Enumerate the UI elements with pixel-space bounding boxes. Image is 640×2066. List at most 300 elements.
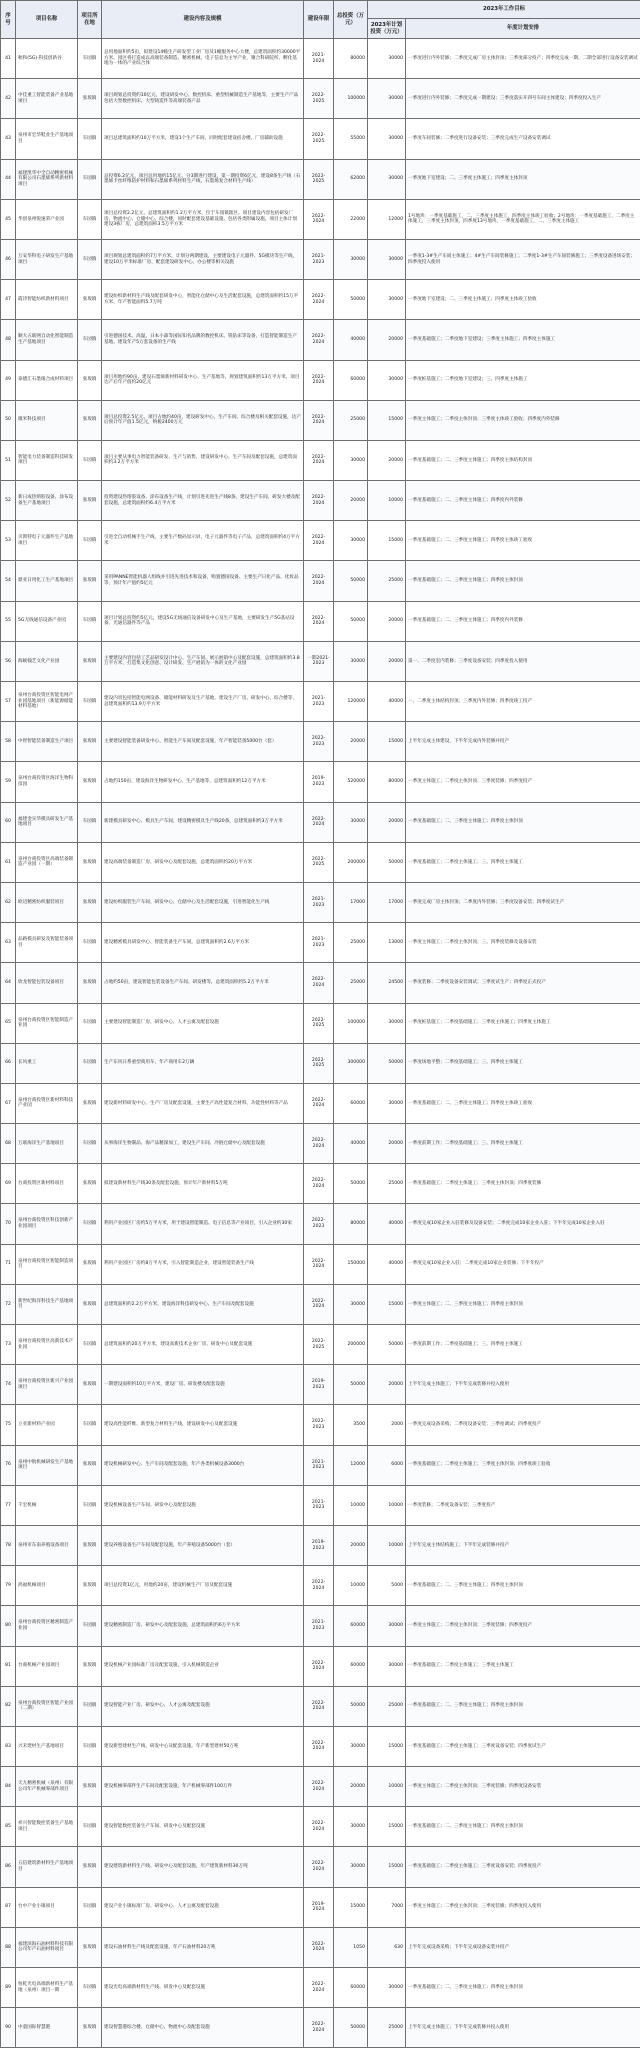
plan-investment: 17000 — [368, 882, 406, 922]
table-row — [1, 923, 640, 963]
project-location: 张坂镇 — [78, 722, 102, 762]
annual-plan: 一、二季度主体结构封顶；三季度内外装修；四季度竣工投产 — [406, 682, 640, 722]
annual-plan: 一季度基础施工；二季度主体施工；三季度设备安装；四季度试生产 — [406, 1726, 640, 1766]
project-period: 2022-2024 — [304, 521, 334, 561]
table-row — [1, 2008, 640, 2048]
annual-plan: 一季度主体施工；二季度主体封顶；三、四季度装修及设备安装 — [406, 923, 640, 963]
project-period: 2021-2023 — [304, 1485, 334, 1525]
project-name: 泉州市宏华鞋业生产基地项目 — [16, 119, 78, 159]
project-period: 2022-2023 — [304, 1204, 334, 1244]
project-content: 采用PANNE智能机器人组线并引进先进技术和设备，购置德国设备、主要生产日化产品、化妆品等，预计年产值约5亿元 — [102, 561, 304, 601]
row-number: 82 — [1, 1686, 16, 1726]
table-row — [1, 641, 640, 681]
annual-plan: 一季度基础施工；二季度主体施工；三、四季度主体施工 — [406, 842, 640, 882]
project-name: 长风重工 — [16, 1043, 78, 1083]
row-number: 42 — [1, 79, 16, 119]
plan-investment: 6000 — [368, 1445, 406, 1485]
annual-plan: 一季度基础施工；二季度主体施工；三季度主体封顶；四季度竣工验收 — [406, 1445, 640, 1485]
header-plan-investment: 2023年计划投资（万元） — [368, 19, 406, 39]
annual-plan: 一季度桩基施工；二季度基础施工；三季度主体施工；四季度主体施工 — [406, 1003, 640, 1043]
project-location: 张坂镇 — [78, 1365, 102, 1405]
row-number: 44 — [1, 159, 16, 199]
annual-plan: 一季度基础施工；二、三季度主体施工；四季度主体竣工验收 — [406, 521, 640, 561]
project-name: 霞诗智能纺织新材料项目 — [16, 280, 78, 320]
plan-investment: 40000 — [368, 1244, 406, 1284]
total-investment: 30000 — [334, 1284, 368, 1324]
project-content: 项目计划总投资约5亿元，建设5G无线通信设备研发中心及生产基地，主要研发生产5G基站设备、光通信器件等产品 — [102, 601, 304, 641]
project-name: 泉州台商投资区科技创新产业园项目 — [16, 1204, 78, 1244]
project-period: 2022-2024 — [304, 1164, 334, 1204]
project-location: 车园镇 — [78, 1325, 102, 1365]
project-content: 利用产业园区厂房约8万平方米，引入智能制造企业，建设智能装备生产线 — [102, 1244, 304, 1284]
project-period: 2022-2024 — [304, 1244, 334, 1284]
project-period: 2022-2024 — [304, 1726, 334, 1766]
row-number: 46 — [1, 239, 16, 279]
project-period: 2022-2024 — [304, 1807, 334, 1847]
table-row — [1, 561, 640, 601]
row-number: 51 — [1, 440, 16, 480]
total-investment: 50000 — [334, 1365, 368, 1405]
plan-investment: 15000 — [368, 400, 406, 440]
annual-plan: 上半年完成设备采购；下半年完成设备安装并投产 — [406, 1927, 640, 1967]
table-row — [1, 79, 640, 119]
table-row — [1, 400, 640, 440]
plan-investment: 40000 — [368, 1204, 406, 1244]
project-name: 泉州台商投资区智能制造产业园 — [16, 1003, 78, 1043]
row-number: 81 — [1, 1646, 16, 1686]
table-row — [1, 1204, 640, 1244]
row-number: 48 — [1, 320, 16, 360]
row-number: 64 — [1, 963, 16, 1003]
project-name: 泉州台商投资区智能产业园（二期） — [16, 1686, 78, 1726]
plan-investment: 2000 — [368, 1405, 406, 1445]
plan-investment: 20000 — [368, 1124, 406, 1164]
plan-investment: 50000 — [368, 842, 406, 882]
project-content: 一期建设面积约10万平方米，建设厂房、研发楼及配套设施 — [102, 1365, 304, 1405]
plan-investment: 15000 — [368, 1284, 406, 1324]
plan-investment: 40000 — [368, 682, 406, 722]
project-period: 2021-2023 — [304, 239, 334, 279]
project-content: 生产东风日系重型商用车，年产商用车2万辆 — [102, 1043, 304, 1083]
row-number: 86 — [1, 1847, 16, 1887]
annual-plan: 一季度进行内外装修；二季度完成一期建设；三季度落实开四号车间主体建设；四季度投入生产 — [406, 79, 640, 119]
project-period: 2022-2025 — [304, 1325, 334, 1365]
table-row — [1, 39, 640, 79]
table-row — [1, 440, 640, 480]
annual-plan: 1号地块：一季度基础施工，二、三季度主体施工，四季度主体竣工验收；2号地块：一季度基础施工，二季度主体施工，三季度主体封顶，四季度13号地块，一季度基础施工，二、三季度主体施工 — [406, 199, 640, 239]
table-row — [1, 1887, 640, 1927]
plan-investment: 20000 — [368, 320, 406, 360]
header-content: 建设内容及规模 — [102, 1, 304, 39]
project-location: 车园镇 — [78, 1807, 102, 1847]
total-investment: 10000 — [334, 1485, 368, 1525]
project-content: 项目总建筑面积约10万平方米，建设1个生产车间，同时配套建设宿舍楼、厂房辅助设施 — [102, 119, 304, 159]
project-name: 中佳重工智能装备产业基地项目 — [16, 79, 78, 119]
row-number: 62 — [1, 882, 16, 922]
project-location: 张坂镇 — [78, 963, 102, 1003]
row-number: 61 — [1, 842, 16, 882]
project-period: 2022-2025 — [304, 842, 334, 882]
project-location: 张坂镇 — [78, 842, 102, 882]
project-content: 建设精密制造厂房、研发中心及配套设施，总建筑面积约6万平方米 — [102, 1606, 304, 1646]
plan-investment: 50000 — [368, 1043, 406, 1083]
table-row — [1, 1566, 640, 1606]
project-name: 海峡翰艺文化产业园 — [16, 641, 78, 681]
table-row — [1, 1686, 640, 1726]
annual-plan: 一季度场地平整；二季度基础施工；三、四季度主体施工 — [406, 1043, 640, 1083]
project-content: 建设建筑新材料生产线、研发中心及配套设施，年产建筑新材料30万吨 — [102, 1847, 304, 1887]
project-name: 泉州台商投资区智能制造项目 — [16, 1244, 78, 1284]
total-investment: 12000 — [334, 1445, 368, 1485]
row-number: 63 — [1, 923, 16, 963]
project-location: 车园镇 — [78, 802, 102, 842]
row-number: 50 — [1, 400, 16, 440]
total-investment: 20000 — [334, 1767, 368, 1807]
total-investment: 200000 — [334, 1325, 368, 1365]
total-investment: 17000 — [334, 882, 368, 922]
plan-investment: 30000 — [368, 1003, 406, 1043]
table-row — [1, 682, 640, 722]
project-location: 车园镇 — [78, 1726, 102, 1766]
total-investment: 50000 — [334, 1164, 368, 1204]
project-content: 建设机械研发中心、生产车间及配套设施，年产各类机械设备3000台 — [102, 1445, 304, 1485]
table-row — [1, 119, 640, 159]
total-investment: 30000 — [334, 1807, 368, 1847]
project-location: 张坂镇 — [78, 1927, 102, 1967]
total-investment: 50000 — [334, 1686, 368, 1726]
total-investment: 25000 — [334, 923, 368, 963]
project-period: 2022-2025 — [304, 1003, 334, 1043]
project-name: 鸿福机械项目 — [16, 1566, 78, 1606]
project-period: 2022-2023 — [304, 1405, 334, 1445]
row-number: 49 — [1, 360, 16, 400]
total-investment: 62000 — [334, 159, 368, 199]
annual-plan: 一季度主体施工；二季度主体封顶；三季度装修；四季度投产 — [406, 762, 640, 802]
project-content: 建设产业小镇标准厂房、研发中心、人才公寓及配套设施 — [102, 1887, 304, 1927]
header-project-name: 项目名称 — [16, 1, 78, 39]
header-total-investment: 总投资（万元） — [334, 1, 368, 39]
total-investment: 100000 — [334, 79, 368, 119]
total-investment: 50000 — [334, 561, 368, 601]
total-investment: 200000 — [334, 842, 368, 882]
total-investment: 15000 — [334, 1887, 368, 1927]
table-row — [1, 1124, 640, 1164]
plan-investment: 10000 — [368, 481, 406, 521]
annual-plan: 一季度完成10家企业入驻装修及设备安装；二季度完成10家企业入驻；下半年完成10家企业入驻 — [406, 1204, 640, 1244]
project-content: 主要建设智能制造厂房、研发中心、人才公寓及配套设施 — [102, 1003, 304, 1043]
project-location: 车园镇 — [78, 1204, 102, 1244]
project-content: 项目规划总投资约10亿元，建设研发中心、数控机床、重型机械制造生产基地等，主要生产产品包括大型数控机床、大型铸造件等高端装备产品 — [102, 79, 304, 119]
project-location: 车园镇 — [78, 1003, 102, 1043]
project-location: 车园镇 — [78, 440, 102, 480]
project-name: 泉州台商投资区海洋生物科技园 — [16, 762, 78, 802]
project-name: 台中产业小镇项目 — [16, 1887, 78, 1927]
annual-plan: 上半年完成主体施工；下半年完成装修并投入使用 — [406, 1365, 640, 1405]
row-number: 68 — [1, 1124, 16, 1164]
project-location: 车园镇 — [78, 1686, 102, 1726]
project-name: 祥兴智能数控装备生产基地项目 — [16, 1807, 78, 1847]
project-name: 泉州台商投资区精密制造产业园 — [16, 1606, 78, 1646]
project-name: 华创泉州悦速荣产业园 — [16, 199, 78, 239]
row-number: 72 — [1, 1284, 16, 1324]
project-name: 鼎亚日用化工生产基地项目 — [16, 561, 78, 601]
project-location: 张坂镇 — [78, 1767, 102, 1807]
project-location: 车园镇 — [78, 1043, 102, 1083]
project-period: 2021-2023 — [304, 882, 334, 922]
project-period: 2022-2024 — [304, 561, 334, 601]
plan-investment: 15000 — [368, 521, 406, 561]
plan-investment: 12000 — [368, 199, 406, 239]
table-row — [1, 1525, 640, 1565]
table-row — [1, 1445, 640, 1485]
plan-investment: 50000 — [368, 1325, 406, 1365]
table-row — [1, 1968, 640, 2008]
project-period: 2022-2024 — [304, 1566, 334, 1606]
table-row — [1, 1646, 640, 1686]
row-number: 66 — [1, 1043, 16, 1083]
project-content: 新建模具研发中心、模具生产车间，建设精密模具生产线20条，总建筑面积约3万平方米 — [102, 802, 304, 842]
project-period: 2019-2024 — [304, 1887, 334, 1927]
row-number: 58 — [1, 722, 16, 762]
table-row — [1, 1405, 640, 1445]
plan-investment: 30000 — [368, 239, 406, 279]
annual-plan: 一季度装修；二季度设备安装调试；三季度试生产；四季度正式投产 — [406, 963, 640, 1003]
plan-investment: 30000 — [368, 1083, 406, 1123]
row-number: 65 — [1, 1003, 16, 1043]
plan-investment: 20000 — [368, 1365, 406, 1405]
project-content: 利用产业园区厂房约5万平方米，用于建设智能制造、电子信息等产业项目，引入企业约30家 — [102, 1204, 304, 1244]
project-content: 建设养殖设备生产车间及配套设施，年产养殖设备5000台（套） — [102, 1525, 304, 1565]
project-location: 张坂镇 — [78, 1244, 102, 1284]
annual-plan: 一季度完成10家企业入驻；二季度完成10家企业装修；下半年投产 — [406, 1244, 640, 1284]
plan-investment: 30000 — [368, 280, 406, 320]
table-row — [1, 239, 640, 279]
project-location: 车园镇 — [78, 682, 102, 722]
total-investment: 20000 — [334, 1525, 368, 1565]
project-period: 2022-2023 — [304, 722, 334, 762]
project-location: 车园镇 — [78, 39, 102, 79]
plan-investment: 10000 — [368, 1485, 406, 1525]
row-number: 83 — [1, 1726, 16, 1766]
project-content: 项目规划总建筑面积约7万平方米，计划分两期建设，主要建设电子元器件、5G模块等生产线，建设10万平米标准厂房，配套建设研发中心、办公楼等相关设施 — [102, 239, 304, 279]
project-period: 2021-2023 — [304, 682, 334, 722]
annual-plan: 一季度基础施工；二、三季度主体施工；四季度主体封顶 — [406, 1968, 640, 2008]
total-investment: 120000 — [334, 682, 368, 722]
annual-plan: 一季度完成厂房主体封顶；二季度内外装修；三季度设备安装；四季度试生产 — [406, 882, 640, 922]
project-name: 泉州台商投资区新材料科技产业园 — [16, 1083, 78, 1123]
annual-plan: 一季度主体施工；二季度主体封顶；三季度装修；四季度投产 — [406, 1606, 640, 1646]
total-investment: 40000 — [334, 1124, 368, 1164]
project-name: 万联海洋生产基地项目 — [16, 1124, 78, 1164]
project-content: 主要建设智能装备研发中心、智能生产车间及配套设施，年产智能装备5000台（套） — [102, 722, 304, 762]
row-number: 74 — [1, 1365, 16, 1405]
annual-plan: 一季度基础施工；二、三季度主体施工；四季度主体封顶 — [406, 561, 640, 601]
project-name: 台商投资区新材料项目 — [16, 1164, 78, 1204]
project-content: 总建筑面积约2.2万平方米，建设海洋科技研发中心、生产车间及配套设施 — [102, 1284, 304, 1324]
annual-plan: 一季度前期工作；二季度基础施工；三、四季度主体施工 — [406, 1124, 640, 1164]
project-content: 建设机械产业园标准厂房及配套设施，引入机械制造企业 — [102, 1646, 304, 1686]
plan-investment: 20000 — [368, 440, 406, 480]
project-location: 车园镇 — [78, 239, 102, 279]
row-number: 70 — [1, 1204, 16, 1244]
table-row — [1, 722, 640, 762]
table-row — [1, 762, 640, 802]
row-number: 71 — [1, 1244, 16, 1284]
table-row — [1, 1726, 640, 1766]
project-content: 项目总投资2.2亿元，总建筑面积约1.2万平方米，位于车园镇辖区。项目建设内容包括研发厂房、物流中心、仓储中心、综合楼，同时配套建设基础设施、包括各类附属设施。项目主体计划建设3栋厂房，总建筑面积3.5万平方米 — [102, 199, 304, 239]
total-investment: 30000 — [334, 440, 368, 480]
table-row — [1, 1003, 640, 1043]
plan-investment: 15000 — [368, 1807, 406, 1847]
project-name: 兴禾建材生产基地项目 — [16, 1726, 78, 1766]
total-investment: 30000 — [334, 239, 368, 279]
table-header — [1, 1, 640, 39]
project-period: 2021-2023 — [304, 1445, 334, 1485]
project-period: 2022-2024 — [304, 440, 334, 480]
project-location: 张坂镇 — [78, 1646, 102, 1686]
total-investment: 30000 — [334, 521, 368, 561]
annual-plan: 一季度主体施工；二季度主体封顶；三季度主体竣工验收；四季度内外装修 — [406, 400, 640, 440]
row-number: 77 — [1, 1485, 16, 1525]
table-row — [1, 802, 640, 842]
annual-plan: 一季度基础施工；二、三季度主体施工；四季度主体封顶 — [406, 1807, 640, 1847]
total-investment: 520000 — [334, 762, 368, 802]
header-period: 建设年限 — [304, 1, 334, 39]
table-row — [1, 1807, 640, 1847]
project-name: 恒乾光电高端新材料生产基地（泉州）项目一期 — [16, 1968, 78, 2008]
project-name: 中智智能装备制造生产项目 — [16, 722, 78, 762]
project-period: 2022-2024 — [304, 963, 334, 1003]
total-investment: 20000 — [334, 481, 368, 521]
project-name: 福建凯华中全自动精密机械有限公司石墨烯系列新材料项目 — [16, 159, 78, 199]
project-period: 2021-2023 — [304, 923, 334, 963]
annual-plan: 一季度基础施工；二、三季度主体施工；四季度主体竣工验收 — [406, 1083, 640, 1123]
table-row — [1, 601, 640, 641]
project-period: 2022-2024 — [304, 802, 334, 842]
annual-plan: 第一、二季度室内装修；三季度设备安装；四季度投入使用 — [406, 641, 640, 681]
project-location: 张坂镇 — [78, 1847, 102, 1887]
project-content: 建设新材料研发中心、生产厂房及配套设施，主要生产高性能复合材料、功能性材料等产品 — [102, 1083, 304, 1123]
project-period: 2022-2024 — [304, 1284, 334, 1324]
row-number: 76 — [1, 1445, 16, 1485]
plan-investment: 30000 — [368, 39, 406, 79]
plan-investment: 24500 — [368, 963, 406, 1003]
project-content: 总投资6.2亿元，项目总用地约15亿元，分3期进行建设，第一期投资6亿元，建设8条生产线（石墨烯卡丝纤维防护材料和石墨烯系列材料生产线，石墨烯复合材料生产线） — [102, 159, 304, 199]
project-content: 建设智能产业厂房、研发中心、人才公寓及配套设施 — [102, 1686, 304, 1726]
project-name: 立亚新材料产业园 — [16, 1405, 78, 1445]
plan-investment: 20000 — [368, 601, 406, 641]
header-location: 项目所在地 — [78, 1, 102, 39]
annual-plan: 一季度完成设备采购；二季度设备安装；三季度调试；四季度投产 — [406, 1405, 640, 1445]
plan-investment: 30000 — [368, 159, 406, 199]
project-location: 车园镇 — [78, 601, 102, 641]
project-name: 泉州中航机械研发生产基地项目 — [16, 1445, 78, 1485]
project-content: 建设机械零部件生产车间及配套设施，年产机械零部件100万件 — [102, 1767, 304, 1807]
row-number: 52 — [1, 481, 16, 521]
table-body — [1, 39, 640, 2048]
project-period: 2022-2024 — [304, 320, 334, 360]
project-period: 一期2021-2023 — [304, 641, 334, 681]
project-name: 福建金实华模具研发生产基地项目 — [16, 802, 78, 842]
annual-plan: 上半年完成主体施工；下半年完成装修并投入使用 — [406, 2008, 640, 2048]
total-investment: 30000 — [334, 1847, 368, 1887]
table-row — [1, 360, 640, 400]
row-number: 89 — [1, 1968, 16, 2008]
project-period: 2022-2024 — [304, 601, 334, 641]
project-content: 从事海洋生物制品、海产品精深加工，建设生产车间、冷链仓储中心及配套设施 — [102, 1124, 304, 1164]
project-location: 张坂镇 — [78, 1164, 102, 1204]
project-period: 2022-2024 — [304, 1124, 334, 1164]
project-content: 项目总投资2.5亿元，项目占地约40亩，建设研发中心、生产车间、综合楼及相关配套设施，达产后预计年产值1.5亿元，纳税2400万元 — [102, 400, 304, 440]
project-content: 引进全自动机械手生产线，主要生产数码显示屏、电子元器件等电子产品，总建筑面积约4万平方米 — [102, 521, 304, 561]
row-number: 73 — [1, 1325, 16, 1365]
total-investment: 60000 — [334, 1606, 368, 1646]
project-location: 张坂镇 — [78, 1083, 102, 1123]
table-row — [1, 1244, 640, 1284]
project-location: 张坂镇 — [78, 561, 102, 601]
annual-plan: 一季度主体施工；二、三季度主体施工；四季度主体封顶 — [406, 1284, 640, 1324]
header-no: 序号 — [1, 1, 16, 39]
table-row — [1, 1927, 640, 1967]
total-investment: 60000 — [334, 360, 368, 400]
row-number: 88 — [1, 1927, 16, 1967]
total-investment: 25000 — [334, 963, 368, 1003]
row-number: 55 — [1, 601, 16, 641]
project-location: 张坂镇 — [78, 481, 102, 521]
project-period: 2022-2024 — [304, 400, 334, 440]
project-name: 5G无线通信设备产业园 — [16, 601, 78, 641]
project-name: 台商机械产业园项目 — [16, 1646, 78, 1686]
project-period: 2022-2024 — [304, 1767, 334, 1807]
project-name: 中童国际智慧港 — [16, 2008, 78, 2048]
project-name: 泰德汇石墨烯合成材料项目 — [16, 360, 78, 400]
total-investment: 3500 — [334, 1405, 368, 1445]
annual-plan: 一季度地下室建设；二、三季度主体施工；四季度主体封顶 — [406, 159, 640, 199]
table-row — [1, 1325, 640, 1365]
project-name: 万安华科电子研发生产基地项目 — [16, 239, 78, 279]
plan-investment: 5000 — [368, 1566, 406, 1606]
table-row — [1, 159, 640, 199]
project-period: 2022-2024 — [304, 1927, 334, 1967]
row-number: 53 — [1, 521, 16, 561]
project-name: 微米科技项目 — [16, 400, 78, 440]
project-location: 车园镇 — [78, 1485, 102, 1525]
total-investment: 60000 — [334, 1968, 368, 2008]
project-period: 2022-2025 — [304, 119, 334, 159]
total-investment: 10000 — [334, 1566, 368, 1606]
project-location: 车园镇 — [78, 521, 102, 561]
total-investment: 20000 — [334, 722, 368, 762]
total-investment: 80000 — [334, 1204, 368, 1244]
plan-investment: 25000 — [368, 1164, 406, 1204]
plan-investment: 30000 — [368, 79, 406, 119]
row-number: 41 — [1, 39, 16, 79]
project-location: 张坂镇 — [78, 280, 102, 320]
plan-investment: 80000 — [368, 762, 406, 802]
project-period: 2021-2023 — [304, 1606, 334, 1646]
annual-plan: 一季度基础施工；二季度主体施工；三季度主体施工 — [406, 1646, 640, 1686]
project-name: 五信建筑新材料生产基地项目 — [16, 1847, 78, 1887]
annual-plan: 一季度基础施工；二、三季度主体施工；四季度主体封顶 — [406, 1566, 640, 1606]
project-name: 秋和(5G)·科技创新谷 — [16, 39, 78, 79]
project-name: 泉州台商投资区高端装备制造产业园（一期） — [16, 842, 78, 882]
row-number: 45 — [1, 199, 16, 239]
project-period: 2022-2025 — [304, 79, 334, 119]
project-content: 项目主要从事电力智能装备研发、生产与销售，建设研发中心、生产车间及配套设施，总建筑面积约3.2万平方米 — [102, 440, 304, 480]
row-number: 57 — [1, 682, 16, 722]
project-name: 福建滨海石油材料科技有限公司年产石油材料项目 — [16, 1927, 78, 1967]
total-investment: 30000 — [334, 1726, 368, 1766]
